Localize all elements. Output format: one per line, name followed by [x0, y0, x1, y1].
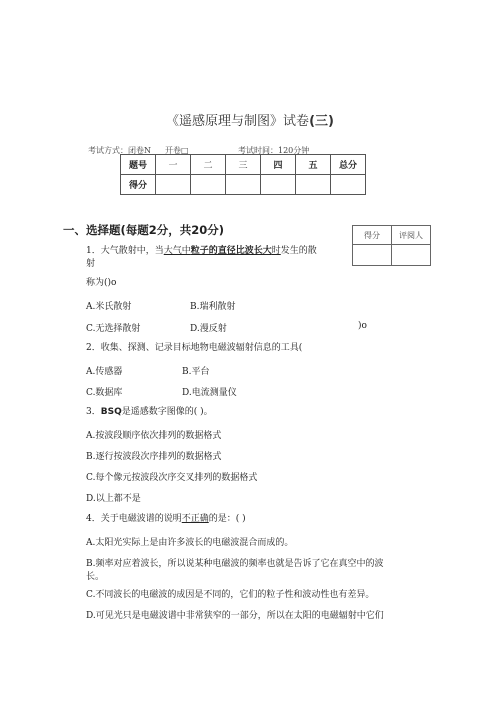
- question-3-stem: [86, 406, 213, 419]
- score-cell-2[interactable]: [191, 175, 226, 195]
- question-1-stem: [86, 245, 317, 258]
- grader-name-cell[interactable]: [392, 245, 431, 266]
- score-cell-4[interactable]: [261, 175, 296, 195]
- question-2-stem: 2．收集、探测、记录目标地物电磁波辐射信息的工具(: [86, 343, 303, 353]
- score-table: [120, 154, 366, 195]
- q2-option-b[interactable]: B.平台: [182, 367, 210, 377]
- question-1-line3: 称为()o: [86, 278, 117, 288]
- grader-score-label: 得分: [353, 226, 392, 245]
- exam-time: 考试时间：120分钟: [238, 146, 310, 155]
- q3-option-b[interactable]: B.逐行按波段次序排列的数据格式: [86, 452, 222, 462]
- open-book-option: 开卷□: [165, 146, 189, 155]
- q3-text: 是遥感数字图像的( )。: [121, 407, 213, 417]
- score-header-2: 二: [191, 155, 226, 175]
- q1-option-d[interactable]: D.漫反射: [190, 324, 227, 334]
- q1-answer-tail: )o: [358, 321, 367, 331]
- score-cell-3[interactable]: [226, 175, 261, 195]
- score-cell-total[interactable]: [331, 175, 366, 195]
- score-table-score-row: [121, 175, 366, 195]
- q4-suffix: 的是：( ): [208, 514, 246, 524]
- exam-title-number: (三): [309, 114, 334, 129]
- exam-title: [0, 110, 500, 129]
- section-title: 一、选择题(每题2分，共20分): [63, 223, 225, 237]
- score-header-total: 总分: [331, 155, 366, 175]
- score-table-header-row: [121, 155, 366, 175]
- score-cell-1[interactable]: [156, 175, 191, 195]
- q3-option-d[interactable]: D.以上都不是: [86, 494, 141, 504]
- q4-option-c[interactable]: C.不同波长的电磁波的成因是不同的，它们的粒子性和波动性也有差异。: [86, 590, 375, 600]
- grader-name-label: 评阅人: [392, 226, 431, 245]
- q4-option-a[interactable]: A.太阳光实际上是由许多波长的电磁波混合而成的。: [86, 538, 294, 548]
- score-header-3: 三: [226, 155, 261, 175]
- score-header-4: 四: [261, 155, 296, 175]
- exam-title-main: 《遥感原理与制图》试卷: [166, 114, 310, 129]
- q4-prefix: 4．关于电磁波谱的说明: [86, 514, 182, 524]
- q1-option-b[interactable]: B.瑞利散射: [190, 302, 236, 312]
- q1-underline-2: 时: [271, 246, 281, 256]
- q2-option-c[interactable]: C.数据库: [86, 388, 123, 398]
- q4-option-d[interactable]: D.可见光只是电磁波谱中非常狭窄的一部分，所以在太阳的电磁辐射中它们: [86, 611, 384, 621]
- exam-mode: 考试方式：闭卷N: [88, 146, 151, 155]
- score-header-1: 一: [156, 155, 191, 175]
- score-cell-5[interactable]: [296, 175, 331, 195]
- score-header-5: 五: [296, 155, 331, 175]
- q1-option-c[interactable]: C.无选择散射: [86, 324, 141, 334]
- q4-option-b-line1[interactable]: B.频率对应着波长，所以说某种电磁波的频率也就是告诉了它在真空中的波: [86, 559, 384, 569]
- q1-bold-phrase: 粒子的直径比波长大: [190, 246, 272, 256]
- q3-option-c[interactable]: C.每个像元按波段次序交叉排列的数据格式: [86, 473, 258, 483]
- grader-score-cell[interactable]: [353, 245, 392, 266]
- score-row-label: 得分: [121, 175, 156, 195]
- question-4-stem: [86, 513, 246, 526]
- question-1-line2: 射: [86, 259, 96, 269]
- q3-option-a[interactable]: A.按波段顺序依次排列的数据格式: [86, 431, 222, 441]
- q3-bsq: BSQ: [100, 407, 122, 417]
- q2-option-a[interactable]: A.传感器: [86, 367, 123, 377]
- q4-underlined: 不正确: [181, 514, 209, 524]
- q1-underline-1: 大气中: [163, 246, 191, 256]
- q4-option-b-line2: 长。: [86, 572, 105, 582]
- score-header-label: 题号: [121, 155, 156, 175]
- q3-number: 3．: [86, 407, 101, 417]
- q2-option-d[interactable]: D.电流测量仪: [182, 388, 237, 398]
- grader-box: [352, 225, 431, 266]
- q1-option-a[interactable]: A.米氏散射: [86, 302, 132, 312]
- q1-prefix: 1．大气散射中，当: [86, 246, 164, 256]
- q1-suffix: 发生的散: [280, 246, 317, 256]
